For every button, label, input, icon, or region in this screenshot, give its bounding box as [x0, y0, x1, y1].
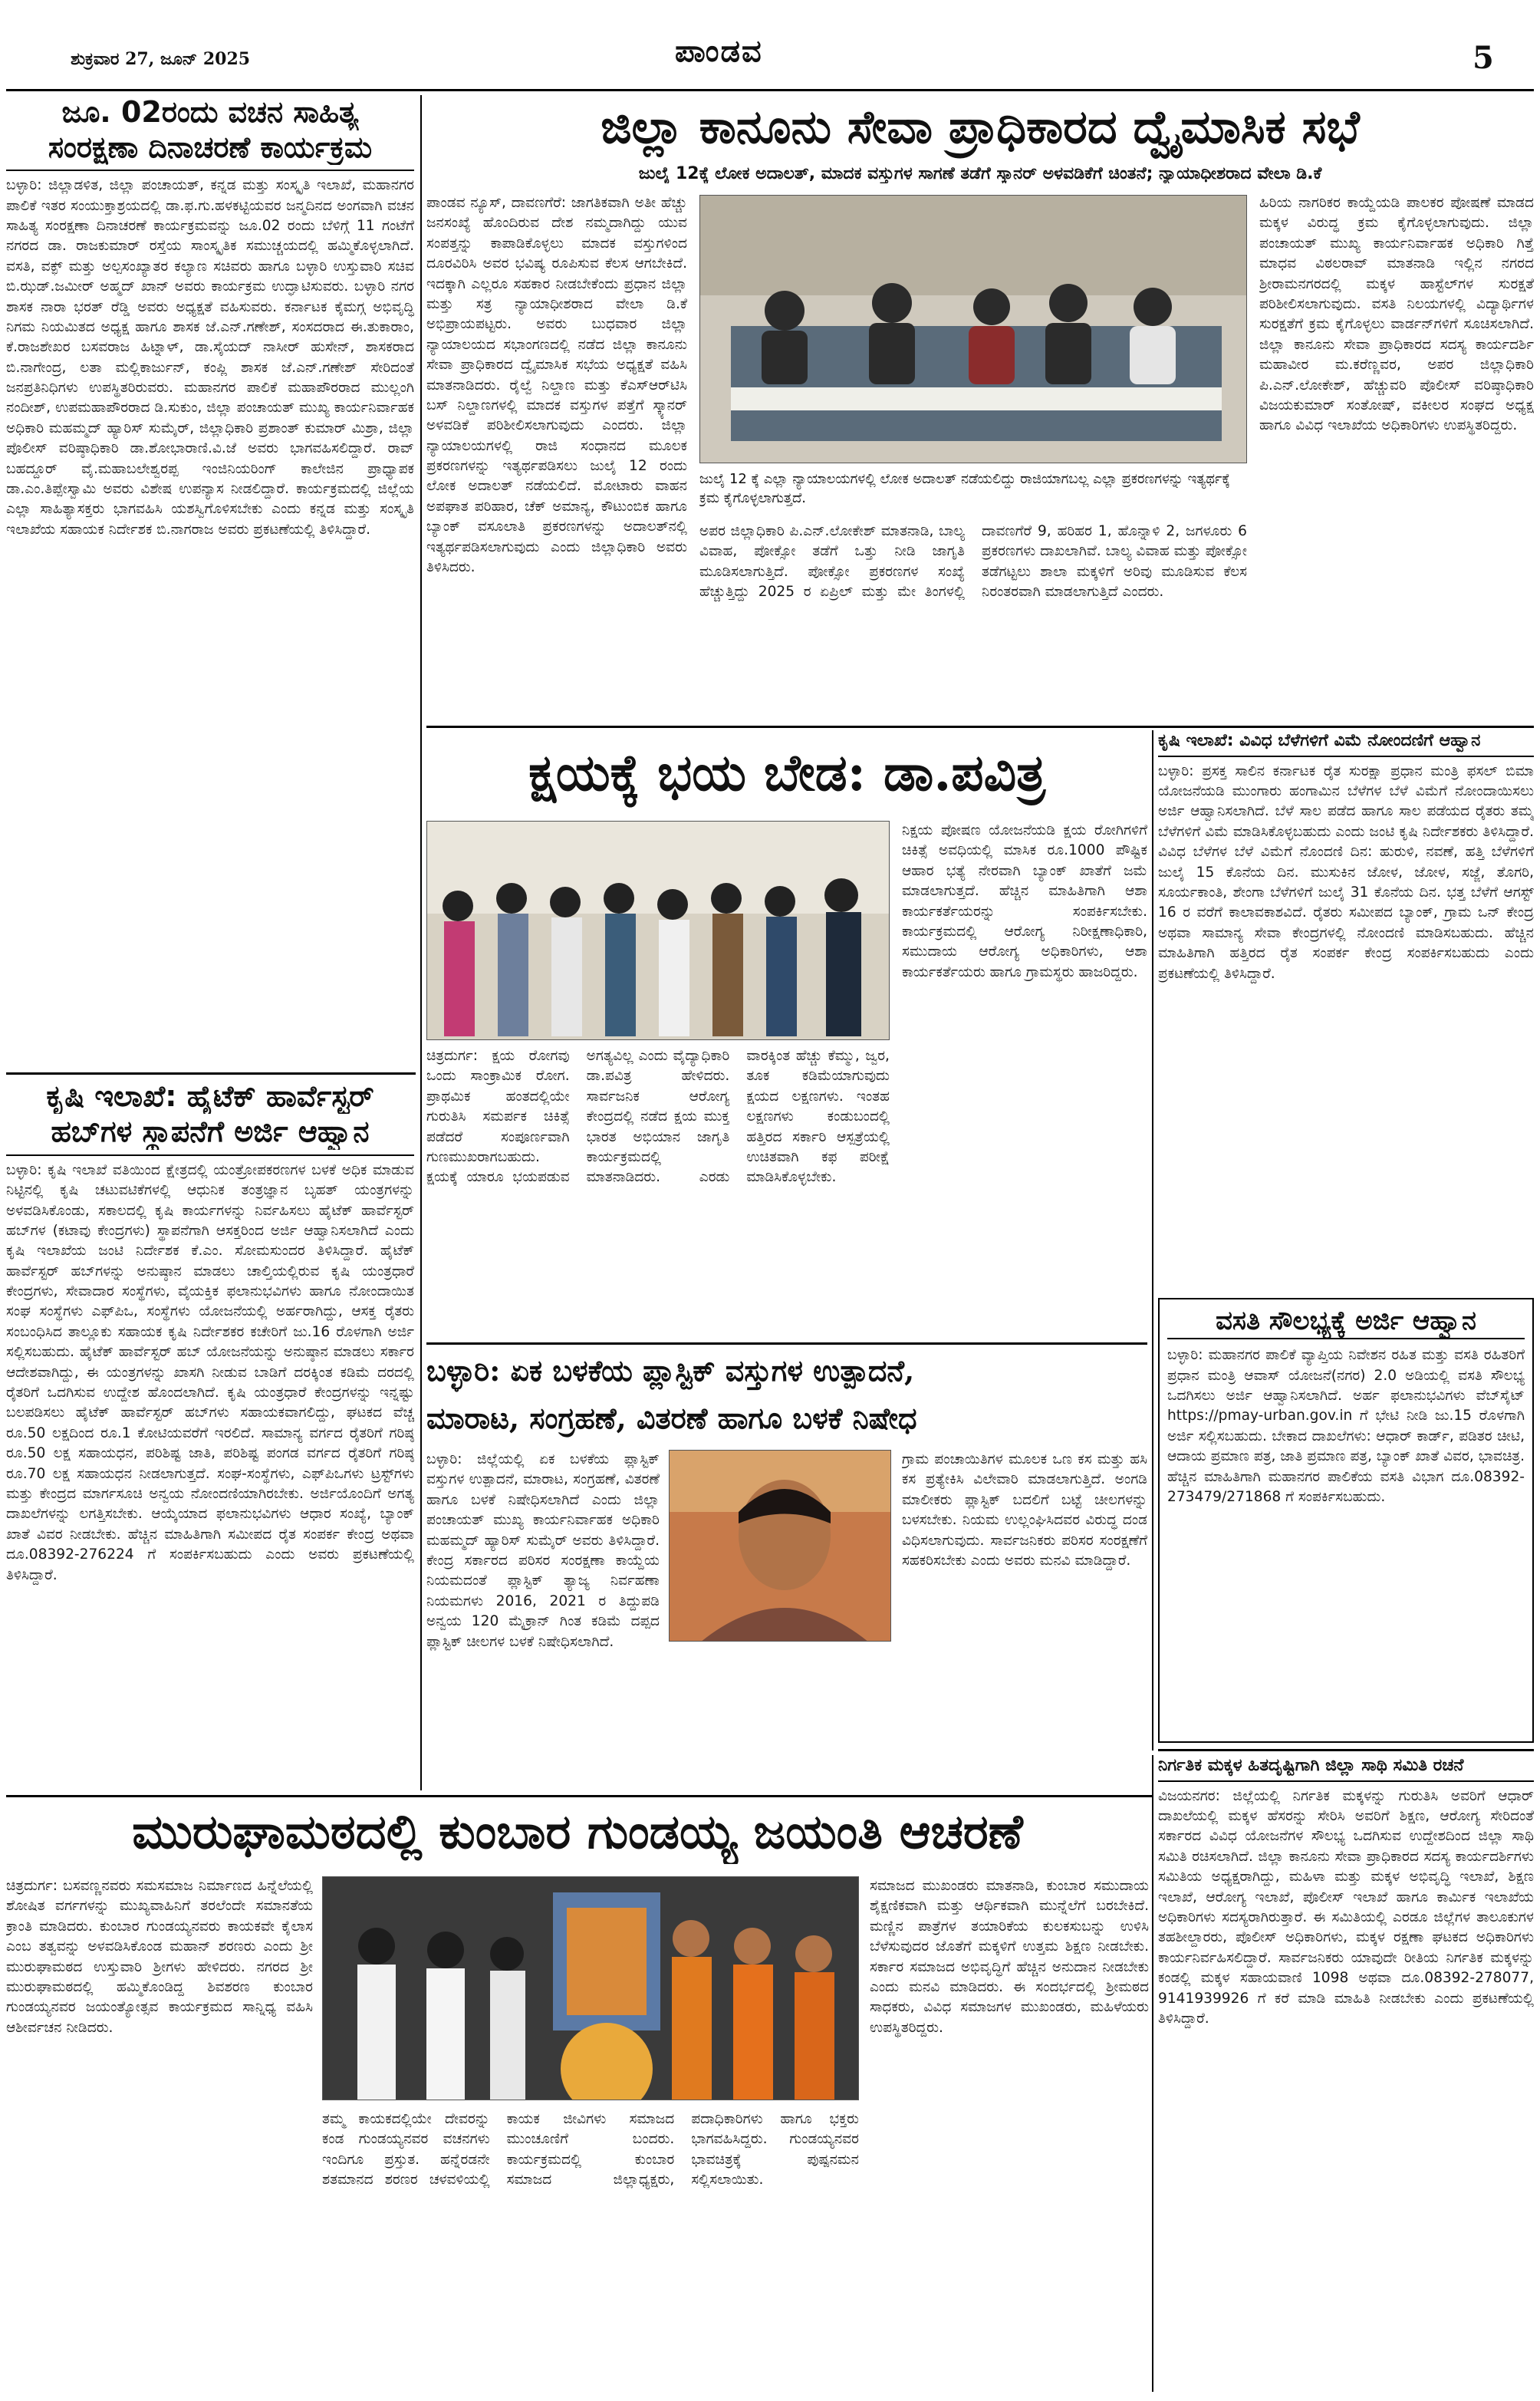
- legal-headline: ಜಿಲ್ಲಾ ಕಾನೂನು ಸೇವಾ ಪ್ರಾಧಿಕಾರದ ದ್ವೈಮಾಸಿಕ ಸಭೆ: [601, 100, 1360, 154]
- article-vachana: [6, 95, 414, 1065]
- orphans-headline: ನಿರ್ಗತಿಕ ಮಕ್ಕಳ ಹಿತದೃಷ್ಟಿಗಾಗಿ ಜಿಲ್ಲಾ ಸಾಥಿ ಸಮಿತಿ ರಚನೆ: [1158, 1755, 1534, 1782]
- kumbara-body-left: ಚಿತ್ರದುರ್ಗ: ಬಸವಣ್ಣನವರು ಸಮಸಮಾಜ ನಿರ್ಮಾಣದ ಹಿನ್ನೆಲೆಯಲ್ಲಿ ಶೋಷಿತ ವರ್ಗಗಳನ್ನು ಮುಖ್ಯವಾಹಿನಿಗೆ ತರಲೆಂದೇ ಸಮಾನತೆಯ ಕ್ರಾಂತಿ ಮಾಡಿದರು. ಕುಂಬಾರ ಗುಂಡಯ್ಯನವರು ಕಾಯಕವೇ ಕೈಲಾಸ ಎಂಬ ತತ್ವವನ್ನು ಅಳವಡಿಸಿಕೊಂಡ ಮಹಾನ್ ಶರಣರು ಎಂದು ಶ್ರೀ ಮುರುಘಾಮಠದ ಉಸ್ತುವಾರಿ ಶ್ರೀಗಳು ಹೇಳಿದರು. ನಗರದ ಶ್ರೀ ಮುರುಘಾಮಠದಲ್ಲಿ ಹಮ್ಮಿಕೊಂಡಿದ್ದ ಶಿವಶರಣ ಕುಂಬಾರ ಗುಂಡಯ್ಯನವರ ಜಯಂತ್ಯೋತ್ಸವ ಕಾರ್ಯಕ್ರಮದ ಸಾನ್ನಿಧ್ಯ ವಹಿಸಿ ಆಶೀರ್ವಚನ ನೀಡಿದರು.: [6, 1878, 313, 2036]
- plastic-body-left: ಬಳ್ಳಾರಿ: ಜಿಲ್ಲೆಯಲ್ಲಿ ಏಕ ಬಳಕೆಯ ಪ್ಲಾಸ್ಟಿಕ್ ವಸ್ತುಗಳ ಉತ್ಪಾದನೆ, ಮಾರಾಟ, ಸಂಗ್ರಹಣೆ, ವಿತರಣೆ ಹಾಗೂ ಬಳಕೆ ನಿಷೇಧಿಸಲಾಗಿದೆ ಎಂದು ಜಿಲ್ಲಾ ಪಂಚಾಯತ್ ಮುಖ್ಯ ಕಾರ್ಯನಿರ್ವಾಹಕ ಅಧಿಕಾರಿ ಮಹಮ್ಮದ್ ಹ್ಯಾರಿಸ್ ಸುಮೈರ್ ಅವರು ತಿಳಿಸಿದ್ದಾರೆ. ಕೇಂದ್ರ ಸರ್ಕಾರದ ಪರಿಸರ ಸಂರಕ್ಷಣಾ ಕಾಯ್ದೆಯ ನಿಯಮದಂತೆ ಪ್ಲಾಸ್ಟಿಕ್ ತ್ಯಾಜ್ಯ ನಿರ್ವಹಣಾ ನಿಯಮಗಳು 2016, 2021 ರ ತಿದ್ದುಪಡಿ ಅನ್ವಯ 120 ಮೈಕ್ರಾನ್ ಗಿಂತ ಕಡಿಮೆ ದಪ್ಪದ ಪ್ಲಾಸ್ಟಿಕ್ ಚೀಲಗಳ ಬಳಕೆ ನಿಷೇಧಿಸಲಾಗಿದೆ.: [426, 1451, 660, 1650]
- legal-body-left: ಪಾಂಡವ ನ್ಯೂಸ್, ದಾವಣಗೆರೆ: ಜಾಗತಿಕವಾಗಿ ಅತೀ ಹೆಚ್ಚು ಜನಸಂಖ್ಯೆ ಹೊಂದಿರುವ ದೇಶ ನಮ್ಮದಾಗಿದ್ದು ಯುವ ಸಂಪತ್ತನ್ನು ಕಾಪಾಡಿಕೊಳ್ಳಲು ಮಾದಕ ವಸ್ತುಗಳಿಂದ ದೂರವಿರಿಸಿ ಅವರ ಭವಿಷ್ಯ ರೂಪಿಸುವ ಕೆಲಸ ಆಗಬೇಕಿದೆ. ಇದಕ್ಕಾಗಿ ಎಲ್ಲರೂ ಸಹಕಾರ ನೀಡಬೇಕೆಂದು ಪ್ರಧಾನ ಜಿಲ್ಲಾ ಮತ್ತು ಸತ್ರ ನ್ಯಾಯಾಧೀಶರಾದ ವೇಲಾ ಡಿ.ಕೆ ಅಭಿಪ್ರಾಯಪಟ್ಟರು. ಅವರು ಬುಧವಾರ ಜಿಲ್ಲಾ ನ್ಯಾಯಾಲಯದ ಸಭಾಂಗಣದಲ್ಲಿ ನಡೆದ ಜಿಲ್ಲಾ ಕಾನೂನು ಸೇವಾ ಪ್ರಾಧಿಕಾರದ ದ್ವೈಮಾಸಿಕ ಸಭೆಯ ಅಧ್ಯಕ್ಷತೆ ವಹಿಸಿ ಮಾತನಾಡಿದರು. ರೈಲ್ವೆ ನಿಲ್ದಾಣ ಮತ್ತು ಕೆಎಸ್‌ಆರ್‌ಟಿಸಿ ಬಸ್ ನಿಲ್ದಾಣಗಳಲ್ಲಿ ಮಾದಕ ವಸ್ತುಗಳ ಪತ್ತೆಗೆ ಸ್ಕ್ಯಾನರ್ ಅಳವಡಿಕೆ ಪರಿಶೀಲಿಸಲಾಗುವುದು ಎಂದರು. ಜಿಲ್ಲಾ ನ್ಯಾಯಾಲಯಗಳಲ್ಲಿ ರಾಜಿ ಸಂಧಾನದ ಮೂಲಕ ಪ್ರಕರಣಗಳನ್ನು ಇತ್ಯರ್ಥಪಡಿಸಲು ಜುಲೈ 12 ರಂದು ಲೋಕ ಅದಾಲತ್ ನಡೆಯಲಿದೆ. ಮೋಟಾರು ವಾಹನ ಅಪಘಾತ ಪರಿಹಾರ, ಚೆಕ್ ಅಮಾನ್ಯ, ಕೌಟುಂಬಿಕ ಹಾಗೂ ಬ್ಯಾಂಕ್ ವಸೂಲಾತಿ ಪ್ರಕರಣಗಳನ್ನು ಅದಾಲತ್‌ನಲ್ಲಿ ಇತ್ಯರ್ಥಪಡಿಸಲಾಗುವುದು ಎಂದು ಜಿಲ್ಲಾಧಿಕಾರಿ ಅವರು ತಿಳಿಸಿದರು.: [426, 195, 687, 576]
- tb-event-photo: [426, 821, 890, 1040]
- legal-body-right: ಹಿರಿಯ ನಾಗರಿಕರ ಕಾಯ್ದೆಯಡಿ ಪಾಲಕರ ಪೋಷಣೆ ಮಾಡದ ಮಕ್ಕಳ ವಿರುದ್ಧ ಕ್ರಮ ಕೈಗೊಳ್ಳಲಾಗುವುದು. ಜಿಲ್ಲಾ ಪಂಚಾಯತ್ ಮುಖ್ಯ ಕಾರ್ಯನಿರ್ವಾಹಕ ಅಧಿಕಾರಿ ಗಿತ್ತೆ ಮಾಧವ ವಿಠಲರಾವ್ ಮಾತನಾಡಿ ಇಲ್ಲಿನ ನಗರದ ಶ್ರೀರಾಮನಗರದಲ್ಲಿ ಮಕ್ಕಳ ಹಾಸ್ಟೆಲ್‌ಗಳ ಸುರಕ್ಷತೆ ಪರಿಶೀಲಿಸಲಾಗುವುದು. ವಸತಿ ನಿಲಯಗಳಲ್ಲಿ ವಿದ್ಯಾರ್ಥಿಗಳ ಸುರಕ್ಷತೆಗೆ ಕ್ರಮ ಕೈಗೊಳ್ಳಲು ವಾರ್ಡನ್‌ಗಳಿಗೆ ಸೂಚಿಸಲಾಗಿದೆ. ಜಿಲ್ಲಾ ಕಾನೂನು ಸೇವಾ ಪ್ರಾಧಿಕಾರದ ಸದಸ್ಯ ಕಾರ್ಯದರ್ಶಿ ಮಹಾವೀರ ಮ.ಕರೆಣ್ಣವರ, ಅಪರ ಜಿಲ್ಲಾಧಿಕಾರಿ ಪಿ.ಎನ್.ಲೋಕೇಶ್, ಹೆಚ್ಚುವರಿ ಪೊಲೀಸ್ ವರಿಷ್ಠಾಧಿಕಾರಿ ವಿಜಯಕುಮಾರ್ ಸಂತೋಷ್, ವಕೀಲರ ಸಂಘದ ಅಧ್ಯಕ್ಷ ಹಾಗೂ ವಿವಿಧ ಇಲಾಖೆಯ ಅಧಿಕಾರಿಗಳು ಉಪಸ್ಥಿತರಿದ್ದರು.: [1259, 195, 1534, 434]
- tb-body-left: ಚಿತ್ರದುರ್ಗ: ಕ್ಷಯ ರೋಗವು ಒಂದು ಸಾಂಕ್ರಾಮಿಕ ರೋಗ. ಪ್ರಾಥಮಿಕ ಹಂತದಲ್ಲಿಯೇ ಗುರುತಿಸಿ ಸಮರ್ಪಕ ಚಿಕಿತ್ಸೆ ಪಡೆದರೆ ಸಂಪೂರ್ಣವಾಗಿ ಗುಣಮುಖರಾಗಬಹುದು. ಕ್ಷಯಕ್ಕೆ ಯಾರೂ ಭಯಪಡುವ ಅಗತ್ಯವಿಲ್ಲ ಎಂದು ವೈದ್ಯಾಧಿಕಾರಿ ಡಾ.ಪವಿತ್ರ ಹೇಳಿದರು. ಸಾರ್ವಜನಿಕ ಆರೋಗ್ಯ ಕೇಂದ್ರದಲ್ಲಿ ನಡೆದ ಕ್ಷಯ ಮುಕ್ತ ಭಾರತ ಅಭಿಯಾನ ಜಾಗೃತಿ ಕಾರ್ಯಕ್ರಮದಲ್ಲಿ ಮಾತನಾಡಿದರು. ಎರಡು ವಾರಕ್ಕಿಂತ ಹೆಚ್ಚು ಕೆಮ್ಮು, ಜ್ವರ, ತೂಕ ಕಡಿಮೆಯಾಗುವುದು ಕ್ಷಯದ ಲಕ್ಷಣಗಳು. ಇಂತಹ ಲಕ್ಷಣಗಳು ಕಂಡುಬಂದಲ್ಲಿ ಹತ್ತಿರದ ಸರ್ಕಾರಿ ಆಸ್ಪತ್ರೆಯಲ್ಲಿ ಉಚಿತವಾಗಿ ಕಫ ಪರೀಕ್ಷೆ ಮಾಡಿಸಿಕೊಳ್ಳಬೇಕು.: [426, 1048, 890, 1186]
- plastic-headline-1: ಬಳ್ಳಾರಿ: ಏಕ ಬಳಕೆಯ ಪ್ಲಾಸ್ಟಿಕ್ ವಸ್ತುಗಳ ಉತ್ಪಾದನೆ,: [426, 1353, 915, 1388]
- insurance-headline: ಕೃಷಿ ಇಲಾಖೆ: ವಿವಿಧ ಬೆಳೆಗಳಿಗೆ ವಿಮೆ ನೋಂದಣಿಗೆ ಆಹ್ವಾನ: [1158, 730, 1534, 757]
- harvester-headline-1: ಕೃಷಿ ಇಲಾಖೆ: ಹೈಟೆಕ್ ಹಾರ್ವೆಸ್ಟರ್: [46, 1079, 374, 1113]
- divider-tb-right: [1152, 730, 1153, 1751]
- legal-photo-caption: ಜುಲೈ 12 ಕ್ಕೆ ಎಲ್ಲಾ ನ್ಯಾಯಾಲಯಗಳಲ್ಲಿ ಲೋಕ ಅದಾಲತ್ ನಡೆಯಲಿದ್ದು ರಾಜಿಯಾಗಬಲ್ಲ ಎಲ್ಲಾ ಪ್ರಕರಣಗಳನ್ನು ಇತ್ಯರ್ಥಕ್ಕೆ ಕ್ರಮ ಕೈಗೊಳ್ಳಲಾಗುತ್ತದೆ.: [699, 471, 1230, 507]
- kumbara-headline: ಮುರುಘಾಮಠದಲ್ಲಿ ಕುಂಬಾರ ಗುಂಡಯ್ಯ ಜಯಂತಿ ಆಚರಣೆ: [132, 1803, 1023, 1859]
- kumbara-body-mid: ತಮ್ಮ ಕಾಯಕದಲ್ಲಿಯೇ ದೇವರನ್ನು ಕಂಡ ಗುಂಡಯ್ಯನವರ ವಚನಗಳು ಇಂದಿಗೂ ಪ್ರಸ್ತುತ. ಹನ್ನೆರಡನೇ ಶತಮಾನದ ಶರಣರ ಚಳವಳಿಯಲ್ಲಿ ಕಾಯಕ ಜೀವಿಗಳು ಸಮಾಜದ ಮುಂಚೂಣಿಗೆ ಬಂದರು. ಕಾರ್ಯಕ್ರಮದಲ್ಲಿ ಕುಂಬಾರ ಸಮಾಜದ ಜಿಲ್ಲಾಧ್ಯಕ್ಷರು, ಪದಾಧಿಕಾರಿಗಳು ಹಾಗೂ ಭಕ್ತರು ಭಾಗವಹಿಸಿದ್ದರು. ಗುಂಡಯ್ಯನವರ ಭಾವಚಿತ್ರಕ್ಕೆ ಪುಷ್ಪನಮನ ಸಲ್ಲಿಸಲಾಯಿತು.: [322, 2111, 859, 2189]
- insurance-body: ಬಳ್ಳಾರಿ: ಪ್ರಸಕ್ತ ಸಾಲಿನ ಕರ್ನಾಟಕ ರೈತ ಸುರಕ್ಷಾ ಪ್ರಧಾನ ಮಂತ್ರಿ ಫಸಲ್ ಬಿಮಾ ಯೋಜನೆಯಡಿ ಮುಂಗಾರು ಹಂಗಾಮಿನ ಬೆಳೆಗಳ ಬೆಳೆ ವಿಮೆಗೆ ನೋಂದಾಯಿಸಲು ಅರ್ಜಿ ಆಹ್ವಾನಿಸಲಾಗಿದೆ. ಬೆಳೆ ಸಾಲ ಪಡೆದ ಹಾಗೂ ಸಾಲ ಪಡೆಯದ ರೈತರು ತಮ್ಮ ಬೆಳೆಗಳಿಗೆ ವಿಮೆ ಮಾಡಿಸಿಕೊಳ್ಳಬಹುದು ಎಂದು ಜಂಟಿ ಕೃಷಿ ನಿರ್ದೇಶಕರು ತಿಳಿಸಿದ್ದಾರೆ. ವಿವಿಧ ಬೆಳೆಗಳ ಬೆಳೆ ವಿಮೆಗೆ ನೊಂದಣಿ ದಿನ: ಹುರುಳಿ, ನವಣೆ, ಹತ್ತಿ ಬೆಳೆಗಳಿಗೆ ಜುಲೈ 15 ಕೊನೆಯ ದಿನ. ಮುಸುಕಿನ ಜೋಳ, ಜೋಳ, ಸಜ್ಜೆ, ತೊಗರಿ, ಸೂರ್ಯಕಾಂತಿ, ಶೇಂಗಾ ಬೆಳೆಗಳಿಗೆ ಜುಲೈ 31 ಕೊನೆಯ ದಿನ. ಭತ್ತ ಬೆಳೆಗೆ ಆಗಸ್ಟ್ 16 ರ ವರೆಗೆ ಕಾಲಾವಕಾಶವಿದೆ. ರೈತರು ಸಮೀಪದ ಬ್ಯಾಂಕ್, ಗ್ರಾಮ ಒನ್ ಕೇಂದ್ರ ಅಥವಾ ಸಾಮಾನ್ಯ ಸೇವಾ ಕೇಂದ್ರಗಳಲ್ಲಿ ನೋಂದಣಿ ಮಾಡಿಸಬಹುದು. ಹೆಚ್ಚಿನ ಮಾಹಿತಿಗಾಗಿ ಹತ್ತಿರದ ರೈತ ಸಂಪರ್ಕ ಕೇಂದ್ರ ಸಂಪರ್ಕಿಸಬಹುದು ಎಂದು ಪ್ರಕಟಣೆಯಲ್ಲಿ ತಿಳಿಸಿದ್ದಾರೆ.: [1158, 762, 1534, 982]
- paper-name: ಪಾಂಡವ: [675, 34, 763, 69]
- tb-body-right: ನಿಕ್ಷಯ ಪೋಷಣ ಯೋಜನೆಯಡಿ ಕ್ಷಯ ರೋಗಿಗಳಿಗೆ ಚಿಕಿತ್ಸೆ ಅವಧಿಯಲ್ಲಿ ಮಾಸಿಕ ರೂ.1000 ಪೌಷ್ಟಿಕ ಆಹಾರ ಭತ್ಯೆ ನೇರವಾಗಿ ಬ್ಯಾಂಕ್ ಖಾತೆಗೆ ಜಮೆ ಮಾಡಲಾಗುತ್ತದೆ. ಹೆಚ್ಚಿನ ಮಾಹಿತಿಗಾಗಿ ಆಶಾ ಕಾರ್ಯಕರ್ತೆಯರನ್ನು ಸಂಪರ್ಕಿಸಬೇಕು. ಕಾರ್ಯಕ್ರಮದಲ್ಲಿ ಆರೋಗ್ಯ ನಿರೀಕ್ಷಣಾಧಿಕಾರಿ, ಸಮುದಾಯ ಆರೋಗ್ಯ ಅಧಿಕಾರಿಗಳು, ಆಶಾ ಕಾರ್ಯಕರ್ತೆಯರು ಹಾಗೂ ಗ್ರಾಮಸ್ಥರು ಹಾಜರಿದ್ದರು.: [902, 822, 1147, 980]
- divider-kumbara-right: [1152, 1755, 1153, 2392]
- legal-subheadline: ಜುಲೈ 12ಕ್ಕೆ ಲೋಕ ಅದಾಲತ್, ಮಾದಕ ವಸ್ತುಗಳ ಸಾಗಣೆ ತಡೆಗೆ ಸ್ಕ್ಯಾನರ್ ಅಳವಡಿಕೆಗೆ ಚಿಂತನೆ; ನ್ಯಾಯಾಧೀಶರಾದ ವೇಲಾ ಡಿ.ಕೆ: [638, 164, 1322, 183]
- housing-body: ಬಳ್ಳಾರಿ: ಮಹಾನಗರ ಪಾಲಿಕೆ ವ್ಯಾಪ್ತಿಯ ನಿವೇಶನ ರಹಿತ ಮತ್ತು ವಸತಿ ರಹಿತರಿಗೆ ಪ್ರಧಾನ ಮಂತ್ರಿ ಆವಾಸ್ ಯೋಜನೆ(ನಗರ) 2.0 ಅಡಿಯಲ್ಲಿ ವಸತಿ ಸೌಲಭ್ಯ ಒದಗಿಸಲು ಅರ್ಜಿ ಆಹ್ವಾನಿಸಲಾಗಿದೆ. ಅರ್ಹ ಫಲಾನುಭವಿಗಳು ವೆಬ್‌ಸೈಟ್ https://pmay-urban.gov.in ಗೆ ಭೇಟಿ ನೀಡಿ ಜು.15 ರೊಳಗಾಗಿ ಅರ್ಜಿ ಸಲ್ಲಿಸಬಹುದು. ಬೇಕಾದ ದಾಖಲೆಗಳು: ಆಧಾರ್ ಕಾರ್ಡ್, ಪಡಿತರ ಚೀಟಿ, ಆದಾಯ ಪ್ರಮಾಣ ಪತ್ರ, ಜಾತಿ ಪ್ರಮಾಣ ಪತ್ರ, ಬ್ಯಾಂಕ್ ಖಾತೆ ವಿವರ, ಭಾವಚಿತ್ರ. ಹೆಚ್ಚಿನ ಮಾಹಿತಿಗಾಗಿ ಮಹಾನಗರ ಪಾಲಿಕೆಯ ವಸತಿ ವಿಭಾಗ ದೂ.08392-273479/271868 ಗೆ ಸಂಪರ್ಕಿಸಬಹುದು.: [1167, 1347, 1525, 1505]
- divider-orphans: [1158, 1749, 1534, 1751]
- divider-plastic: [426, 1342, 1147, 1345]
- orphans-body: ವಿಜಯನಗರ: ಜಿಲ್ಲೆಯಲ್ಲಿ ನಿರ್ಗತಿಕ ಮಕ್ಕಳನ್ನು ಗುರುತಿಸಿ ಅವರಿಗೆ ಆಧಾರ್ ದಾಖಲೆಯಲ್ಲಿ ಮಕ್ಕಳ ಹೆಸರನ್ನು ಸೇರಿಸಿ ಅವರಿಗೆ ಶಿಕ್ಷಣ, ಆರೋಗ್ಯ ಸೇರಿದಂತೆ ಸರ್ಕಾರದ ವಿವಿಧ ಯೋಜನೆಗಳ ಸೌಲಭ್ಯ ಒದಗಿಸುವ ಉದ್ದೇಶದಿಂದ ಜಿಲ್ಲಾ ಸಾಥಿ ಸಮಿತಿ ರಚಿಸಲಾಗಿದೆ. ಜಿಲ್ಲಾ ಕಾನೂನು ಸೇವಾ ಪ್ರಾಧಿಕಾರದ ಸದಸ್ಯ ಕಾರ್ಯದರ್ಶಿಗಳು ಸಮಿತಿಯ ಅಧ್ಯಕ್ಷರಾಗಿದ್ದು, ಮಹಿಳಾ ಮತ್ತು ಮಕ್ಕಳ ಅಭಿವೃದ್ಧಿ ಇಲಾಖೆ, ಶಿಕ್ಷಣ ಇಲಾಖೆ, ಆರೋಗ್ಯ ಇಲಾಖೆ, ಪೊಲೀಸ್ ಇಲಾಖೆ ಹಾಗೂ ಕಾರ್ಮಿಕ ಇಲಾಖೆಯ ಅಧಿಕಾರಿಗಳು ಸದಸ್ಯರಾಗಿರುತ್ತಾರೆ. ಈ ಸಮಿತಿಯಲ್ಲಿ ಎರಡೂ ಜಿಲ್ಲೆಗಳ ತಾಲೂಕುಗಳ ತಹಶೀಲ್ದಾರರು, ಪೊಲೀಸ್ ಅಧಿಕಾರಿಗಳು, ಮಕ್ಕಳ ರಕ್ಷಣಾ ಘಟಕದ ಅಧಿಕಾರಿಗಳು ಕಾರ್ಯನಿರ್ವಹಿಸಲಿದ್ದಾರೆ. ಸಾರ್ವಜನಿಕರು ಯಾವುದೇ ರೀತಿಯ ನಿರ್ಗತಿಕ ಮಕ್ಕಳನ್ನು ಕಂಡಲ್ಲಿ ಮಕ್ಕಳ ಸಹಾಯವಾಣಿ 1098 ಅಥವಾ ದೂ.08392-278077, 9141939926 ಗೆ ಕರೆ ಮಾಡಿ ಮಾಹಿತಿ ನೀಡಬೇಕು ಎಂದು ಪ್ರಕಟಣೆಯಲ್ಲಿ ತಿಳಿಸಿದ್ದಾರೆ.: [1158, 1787, 1534, 2027]
- vachana-headline-1: ಜೂ. 02ರಂದು ವಚನ ಸಾಹಿತ್ಯ: [61, 95, 359, 129]
- plastic-portrait-photo: [669, 1450, 891, 1642]
- article-plastic: [426, 1347, 1147, 1792]
- divider-kumbara: [6, 1795, 1152, 1797]
- kumbara-body-right: ಸಮಾಜದ ಮುಖಂಡರು ಮಾತನಾಡಿ, ಕುಂಬಾರ ಸಮುದಾಯ ಶೈಕ್ಷಣಿಕವಾಗಿ ಮತ್ತು ಆರ್ಥಿಕವಾಗಿ ಮುನ್ನೆಲೆಗೆ ಬರಬೇಕಿದೆ. ಮಣ್ಣಿನ ಪಾತ್ರೆಗಳ ತಯಾರಿಕೆಯ ಕುಲಕಸುಬನ್ನು ಉಳಿಸಿ ಬೆಳೆಸುವುದರ ಜೊತೆಗೆ ಮಕ್ಕಳಿಗೆ ಉತ್ತಮ ಶಿಕ್ಷಣ ನೀಡಬೇಕು. ಸರ್ಕಾರ ಸಮಾಜದ ಅಭಿವೃದ್ಧಿಗೆ ಹೆಚ್ಚಿನ ಅನುದಾನ ನೀಡಬೇಕು ಎಂದು ಮನವಿ ಮಾಡಿದರು. ಈ ಸಂದರ್ಭದಲ್ಲಿ ಶ್ರೀಮಠದ ಸಾಧಕರು, ವಿವಿಧ ಸಮಾಜಗಳ ಮುಖಂಡರು, ಮಹಿಳೆಯರು ಉಪಸ್ಥಿತರಿದ್ದರು.: [870, 1878, 1149, 2036]
- plastic-headline-2: ಮಾರಾಟ, ಸಂಗ್ರಹಣೆ, ವಿತರಣೆ ಹಾಗೂ ಬಳಕೆ ನಿಷೇಧ: [426, 1401, 917, 1435]
- divider-left-1: [6, 1072, 416, 1075]
- issue-date: ಶುಕ್ರವಾರ 27, ಜೂನ್ 2025: [71, 49, 251, 69]
- masthead-rule: [6, 89, 1534, 91]
- divider-legal: [426, 726, 1534, 728]
- article-harvester: [6, 1079, 414, 1792]
- article-housing: [1158, 1298, 1534, 1743]
- article-tb: [426, 730, 1147, 1336]
- vertical-divider-left: [420, 95, 422, 1790]
- plastic-body-right: ಗ್ರಾಮ ಪಂಚಾಯಿತಿಗಳ ಮೂಲಕ ಒಣ ಕಸ ಮತ್ತು ಹಸಿ ಕಸ ಪ್ರತ್ಯೇಕಿಸಿ ವಿಲೇವಾರಿ ಮಾಡಲಾಗುತ್ತಿದೆ. ಅಂಗಡಿ ಮಾಲೀಕರು ಪ್ಲಾಸ್ಟಿಕ್ ಬದಲಿಗೆ ಬಟ್ಟೆ ಚೀಲಗಳನ್ನು ಬಳಸಬೇಕು. ನಿಯಮ ಉಲ್ಲಂಘಿಸಿದವರ ವಿರುದ್ಧ ದಂಡ ವಿಧಿಸಲಾಗುವುದು. ಸಾರ್ವಜನಿಕರು ಪರಿಸರ ಸಂರಕ್ಷಣೆಗೆ ಸಹಕರಿಸಬೇಕು ಎಂದು ಅವರು ಮನವಿ ಮಾಡಿದ್ದಾರೆ.: [902, 1451, 1147, 1569]
- vachana-headline-2: ಸಂರಕ್ಷಣಾ ದಿನಾಚರಣೆ ಕಾರ್ಯಕ್ರಮ: [48, 130, 373, 164]
- masthead: [0, 0, 1540, 86]
- legal-body-mid: ಅಪರ ಜಿಲ್ಲಾಧಿಕಾರಿ ಪಿ.ಎನ್.ಲೋಕೇಶ್ ಮಾತನಾಡಿ, ಬಾಲ್ಯ ವಿವಾಹ, ಪೋಕ್ಸೋ ತಡೆಗೆ ಒತ್ತು ನೀಡಿ ಜಾಗೃತಿ ಮೂಡಿಸಲಾಗುತ್ತಿದೆ. ಪೋಕ್ಸೋ ಪ್ರಕರಣಗಳ ಸಂಖ್ಯೆ ಹೆಚ್ಚುತ್ತಿದ್ದು 2025 ರ ಏಪ್ರಿಲ್ ಮತ್ತು ಮೇ ತಿಂಗಳಲ್ಲಿ ದಾವಣಗೆರೆ 9, ಹರಿಹರ 1, ಹೊನ್ನಾಳಿ 2, ಜಗಳೂರು 6 ಪ್ರಕರಣಗಳು ದಾಖಲಾಗಿವೆ. ಬಾಲ್ಯ ವಿವಾಹ ಮತ್ತು ಪೋಕ್ಸೋ ತಡೆಗಟ್ಟಲು ಶಾಲಾ ಮಕ್ಕಳಿಗೆ ಅರಿವು ಮೂಡಿಸುವ ಕೆಲಸ ನಿರಂತರವಾಗಿ ಮಾಡಲಾಗುತ್ತಿದೆ ಎಂದರು.: [699, 523, 1247, 601]
- legal-meeting-photo: [699, 195, 1247, 463]
- vachana-body: ಬಳ್ಳಾರಿ: ಜಿಲ್ಲಾಡಳಿತ, ಜಿಲ್ಲಾ ಪಂಚಾಯತ್, ಕನ್ನಡ ಮತ್ತು ಸಂಸ್ಕೃತಿ ಇಲಾಖೆ, ಮಹಾನಗರ ಪಾಲಿಕೆ ಇತರ ಸಂಯುಕ್ತಾಶ್ರಯದಲ್ಲಿ ಡಾ.ಫ.ಗು.ಹಳಕಟ್ಟಿಯವರ ಜನ್ಮದಿನದ ಅಂಗವಾಗಿ ವಚನ ಸಾಹಿತ್ಯ ಸಂರಕ್ಷಣಾ ದಿನಾಚರಣೆ ಕಾರ್ಯಕ್ರಮವನ್ನು ಜೂ.02 ರಂದು ಬೆಳಿಗ್ಗೆ 11 ಗಂಟೆಗೆ ನಗರದ ಡಾ. ರಾಜಕುಮಾರ್ ರಸ್ತೆಯ ಸಾಂಸ್ಕೃತಿಕ ಸಮುಚ್ಚಯದಲ್ಲಿ ಹಮ್ಮಿಕೊಳ್ಳಲಾಗಿದೆ. ವಸತಿ, ವಕ್ಫ್ ಮತ್ತು ಅಲ್ಪಸಂಖ್ಯಾತರ ಕಲ್ಯಾಣ ಸಚಿವರು ಹಾಗೂ ಬಳ್ಳಾರಿ ಉಸ್ತುವಾರಿ ಸಚಿವ ಬಿ.ಝಡ್.ಜಮೀರ್ ಅಹ್ಮದ್ ಖಾನ್ ಅವರು ಕಾರ್ಯಕ್ರಮ ಉದ್ಘಾಟಿಸುವರು. ಬಳ್ಳಾರಿ ನಗರ ಶಾಸಕ ನಾರಾ ಭರತ್ ರೆಡ್ಡಿ ಅವರು ಅಧ್ಯಕ್ಷತೆ ವಹಿಸುವರು. ಕರ್ನಾಟಕ ಕೈಮಗ್ಗ ಅಭಿವೃದ್ಧಿ ನಿಗಮ ನಿಯಮಿತದ ಅಧ್ಯಕ್ಷ ಹಾಗೂ ಶಾಸಕ ಜೆ.ಎನ್.ಗಣೇಶ್, ಸಂಸದರಾದ ಈ.ತುಕಾರಾಂ, ಕೆ.ರಾಜಶೇಖರ ಬಸವರಾಜ ಹಿಟ್ನಾಳ್, ಡಾ.ಸೈಯದ್ ನಾಸೀರ್ ಹುಸೇನ್, ಶಾಸಕರಾದ ಬಿ.ನಾಗೇಂದ್ರ, ಲತಾ ಮಲ್ಲಿಕಾರ್ಜುನ್, ಕಂಪ್ಲಿ ಶಾಸಕ ಜೆ.ಎನ್.ಗಣೇಶ್ ಸೇರಿದಂತೆ ಜನಪ್ರತಿನಿಧಿಗಳು ಉಪಸ್ಥಿತರಿರುವರು. ಮಹಾನಗರ ಪಾಲಿಕೆ ಮಹಾಪೌರರಾದ ಮುಲ್ಲಂಗಿ ನಂದೀಶ್, ಉಪಮಹಾಪೌರರಾದ ಡಿ.ಸುಕುಂ, ಜಿಲ್ಲಾ ಪಂಚಾಯತ್ ಮುಖ್ಯ ಕಾರ್ಯನಿರ್ವಾಹಕ ಅಧಿಕಾರಿ ಮಹಮ್ಮದ್ ಹ್ಯಾರಿಸ್ ಸುಮೈರ್, ಜಿಲ್ಲಾಧಿಕಾರಿ ಪ್ರಶಾಂತ್ ಕುಮಾರ್ ಮಿಶ್ರಾ, ಜಿಲ್ಲಾ ಪೊಲೀಸ್ ವರಿಷ್ಠಾಧಿಕಾರಿ ಡಾ.ಶೋಭಾರಾಣಿ.ವಿ.ಜೆ ಅವರು ಭಾಗವಹಿಸಲಿದ್ದಾರೆ. ರಾವ್ ಬಹದ್ದೂರ್ ವೈ.ಮಹಾಬಲೇಶ್ವರಪ್ಪ ಇಂಜಿನಿಯರಿಂಗ್ ಕಾಲೇಜಿನ ಪ್ರಾಧ್ಯಾಪಕ ಡಾ.ಎಂ.ತಿಪ್ಪೇಸ್ವಾಮಿ ಅವರು ವಿಶೇಷ ಉಪನ್ಯಾಸ ನೀಡಲಿದ್ದಾರೆ. ಕಾರ್ಯಕ್ರಮದಲ್ಲಿ ಜಿಲ್ಲೆಯ ಎಲ್ಲಾ ಸಾಹಿತ್ಯಾಸಕ್ತರು ಭಾಗವಹಿಸಿ ಯಶಸ್ವಿಗೊಳಿಸಬೇಕು ಎಂದು ಕನ್ನಡ ಮತ್ತು ಸಂಸ್ಕೃತಿ ಇಲಾಖೆಯ ಸಹಾಯಕ ನಿರ್ದೇಶಕ ಬಿ.ನಾಗರಾಜ ಅವರು ಪ್ರಕಟಣೆಯಲ್ಲಿ ತಿಳಿಸಿದ್ದಾರೆ.: [6, 177, 414, 538]
- housing-headline: ವಸತಿ ಸೌಲಭ್ಯಕ್ಕೆ ಅರ್ಜಿ ಆಹ್ವಾನ: [1167, 1304, 1525, 1339]
- tb-headline: ಕ್ಷಯಕ್ಕೆ ಭಯ ಬೇಡ: ಡಾ.ಪವಿತ್ರ: [528, 743, 1045, 802]
- harvester-body: ಬಳ್ಳಾರಿ: ಕೃಷಿ ಇಲಾಖೆ ವತಿಯಿಂದ ಕ್ಷೇತ್ರದಲ್ಲಿ ಯಂತ್ರೋಪಕರಣಗಳ ಬಳಕೆ ಅಧಿಕ ಮಾಡುವ ನಿಟ್ಟಿನಲ್ಲಿ ಕೃಷಿ ಚಟುವಟಿಕೆಗಳಲ್ಲಿ ಆಧುನಿಕ ತಂತ್ರಜ್ಞಾನ ಬೃಹತ್ ಯಂತ್ರಗಳನ್ನು ಅಳವಡಿಸಿಕೊಂಡು, ಸಕಾಲದಲ್ಲಿ ಕೃಷಿ ಕಾರ್ಯಗಳನ್ನು ನಿರ್ವಹಿಸಲು ಹೈಟೆಕ್ ಹಾರ್ವೆಸ್ಟರ್ ಹಬ್‌ಗಳ (ಕಟಾವು ಕೇಂದ್ರಗಳು) ಸ್ಥಾಪನೆಗಾಗಿ ಆಸಕ್ತರಿಂದ ಅರ್ಜಿ ಆಹ್ವಾನಿಸಲಾಗಿದೆ ಎಂದು ಕೃಷಿ ಇಲಾಖೆಯ ಜಂಟಿ ನಿರ್ದೇಶಕ ಕೆ.ಎಂ. ಸೋಮಸುಂದರ ತಿಳಿಸಿದ್ದಾರೆ. ಹೈಟೆಕ್ ಹಾರ್ವೆಸ್ಟರ್ ಹಬ್‌ಗಳನ್ನು ಅನುಷ್ಠಾನ ಮಾಡಲು ಚಾಲ್ತಿಯಲ್ಲಿರುವ ಕೃಷಿ ಯಂತ್ರಧಾರೆ ಕೇಂದ್ರಗಳು, ಸೇವಾದಾರ ಸಂಸ್ಥೆಗಳು, ವೈಯಕ್ತಿಕ ಫಲಾನುಭವಿಗಳು ಹಾಗೂ ನೋಂದಾಯಿತ ಸಂಘ ಸಂಸ್ಥೆಗಳು ಎಫ್‌ಪಿಒ, ಸಂಸ್ಥೆಗಳು ಯೋಜನೆಯಲ್ಲಿ ಅರ್ಹರಾಗಿದ್ದು, ಆಸಕ್ತ ರೈತರು ಸಂಬಂಧಿಸಿದ ತಾಲ್ಲೂಕು ಸಹಾಯಕ ಕೃಷಿ ನಿರ್ದೇಶಕರ ಕಚೇರಿಗೆ ಜು.16 ರೊಳಗಾಗಿ ಅರ್ಜಿ ಸಲ್ಲಿಸಬಹುದು. ಹೈಟೆಕ್ ಹಾರ್ವೆಸ್ಟರ್ ಹಬ್ ಯೋಜನೆಯನ್ನು ಅನುಷ್ಠಾನ ಮಾಡಲು ಸರ್ಕಾರ ಆದೇಶವಾಗಿದ್ದು, ಈ ಯಂತ್ರಗಳನ್ನು ಖಾಸಗಿ ನೀಡುವ ಬಾಡಿಗೆ ದರಕ್ಕಿಂತ ಕಡಿಮೆ ದರದಲ್ಲಿ ರೈತರಿಗೆ ಒದಗಿಸುವ ಉದ್ದೇಶ ಹೊಂದಲಾಗಿದೆ. ಕೃಷಿ ಯಂತ್ರಧಾರೆ ಕೇಂದ್ರಗಳನ್ನು ಇನ್ನಷ್ಟು ಬಲಪಡಿಸಲು ಹೈಟೆಕ್ ಹಾರ್ವೆಸ್ಟರ್ ಹಬ್‌ಗಳು ಸಹಾಯಕವಾಗಲಿದ್ದು, ಘಟಕದ ವೆಚ್ಚ ರೂ.50 ಲಕ್ಷದಿಂದ ರೂ.1 ಕೋಟಿಯವರೆಗೆ ಇರಲಿದೆ. ಸಾಮಾನ್ಯ ವರ್ಗದ ರೈತರಿಗೆ ಗರಿಷ್ಠ ರೂ.50 ಲಕ್ಷ ಸಹಾಯಧನ, ಪರಿಶಿಷ್ಟ ಜಾತಿ, ಪರಿಶಿಷ್ಟ ಪಂಗಡ ವರ್ಗದ ರೈತರಿಗೆ ಗರಿಷ್ಠ ರೂ.70 ಲಕ್ಷ ಸಹಾಯಧನ ನೀಡಲಾಗುತ್ತದೆ. ಸಂಘ-ಸಂಸ್ಥೆಗಳು, ಎಫ್‌ಪಿಒಗಳು ಟ್ರಸ್ಟ್‌ಗಳು ಮತ್ತು ಕೇಂದ್ರದ ಮಾರ್ಗಸೂಚಿ ಅನ್ವಯ ನೋಂದಣಿಯಾಗಿರಬೇಕು. ಅರ್ಜಿಯೊಂದಿಗೆ ಅಗತ್ಯ ದಾಖಲೆಗಳನ್ನು ಲಗತ್ತಿಸಬೇಕು. ಆಯ್ಕೆಯಾದ ಫಲಾನುಭವಿಗಳು ಆಧಾರ ಸಂಖ್ಯೆ, ಬ್ಯಾಂಕ್ ಖಾತೆ ವಿವರ ನೀಡಬೇಕು. ಹೆಚ್ಚಿನ ಮಾಹಿತಿಗಾಗಿ ಸಮೀಪದ ರೈತ ಸಂಪರ್ಕ ಕೇಂದ್ರ ಅಥವಾ ದೂ.08392-276224 ಗೆ ಸಂಪರ್ಕಿಸಬಹುದು ಎಂದು ಅವರು ಪ್ರಕಟಣೆಯಲ್ಲಿ ತಿಳಿಸಿದ್ದಾರೆ.: [6, 1161, 414, 1583]
- article-legal: [426, 95, 1534, 723]
- harvester-headline-2: ಹಬ್‌ಗಳ ಸ್ಥಾಪನೆಗೆ ಅರ್ಜಿ ಆಹ್ವಾನ: [51, 1115, 370, 1149]
- article-orphans: [1158, 1755, 1534, 2392]
- article-insurance: [1158, 730, 1534, 1290]
- page-number: 5: [1473, 40, 1494, 76]
- kumbara-event-photo: [322, 1876, 859, 2100]
- article-kumbara: [6, 1800, 1149, 2392]
